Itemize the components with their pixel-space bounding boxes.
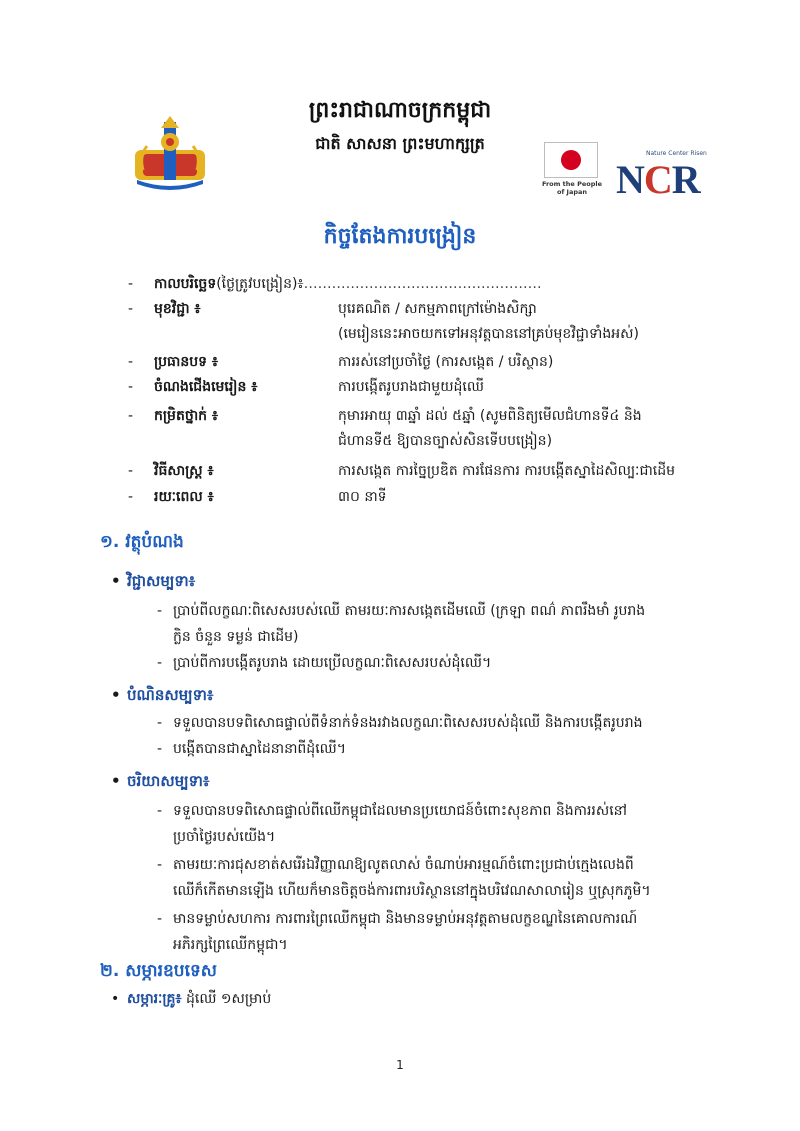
teacher-materials-label: សម្ភារៈគ្រូ៖: [127, 991, 182, 1007]
page-number: 1: [396, 1058, 404, 1072]
level-value: កុមារអាយុ ៣ឆ្នាំ ដល់ ៥ឆ្នាំ (សូមពិនិត្យមើលជំហានទី៤ និង: [338, 408, 642, 424]
level-label: កម្រិតថ្នាក់ ៖: [154, 408, 219, 424]
national-motto: ជាតិ សាសនា ព្រះមហាក្សត្រ: [315, 134, 485, 153]
kingdom-title: ព្រះរាជាណាចក្រកម្ពុជា: [308, 98, 492, 123]
objectives-heading: ១. វត្ថុបំណង: [100, 532, 184, 552]
info-dash: -: [128, 276, 134, 292]
ncr-letters: NCR: [616, 157, 700, 194]
subject-value: បុរេគណិត / សកម្មភាពក្រៅម៉ោងសិក្សា: [338, 301, 537, 317]
knowledge-heading: • វិជ្ជាសម្បទា៖: [111, 572, 196, 590]
method-value: ការសង្កេត ការច្នៃប្រឌិត ការផែនការ ការបង្កើតស្នាដៃសិល្បៈជាដើម: [338, 463, 675, 479]
bullet-icon: •: [111, 572, 121, 590]
ncr-small-text: Nature Center Risen: [646, 150, 707, 157]
theme-label: ប្រធានបទ ៖: [154, 354, 219, 370]
document-page: ព្រះរាជាណាចក្រកម្ពុជា ជាតិ សាសនា ព្រះមហាក្សត្រ From the People of Japan Nature Center Risen NCR កិច្ចតែងការបង្រៀន - កាលបរិច្ឆេទ(ថ្ងៃត្រូវបង្រៀន)៖…………………………………………… - មុខវិជ្ជា ៖ បុរេគណិត / សកម្មភាពក្រៅម៉ោងសិក្សា (មេរៀននេះអាចយកទៅអនុវត្តបាននៅគ្រប់មុខវិជ្ជាទាំងអស់) - ប្រធានបទ ៖ ការរស់នៅប្រចាំថ្ងៃ (ការសង្កេត / បរិស្ថាន) - ចំណងជើងមេរៀន ៖ ការបង្កើតរូបរាងជាមួយដុំឈើ - កម្រិតថ្នាក់ ៖ កុមារអាយុ ៣ឆ្នាំ ដល់ ៥ឆ្នាំ (សូមពិនិត្យមើលជំហានទី៤ និង ជំហានទី៥ ឱ្យបានច្បាស់សិនទើបបង្រៀន) - វិធីសាស្ត្រ ៖ ការសង្កេត ការច្នៃប្រឌិត ការផែនការ ការបង្កើតស្នាដៃសិល្បៈជាដើម - រយៈពេល ៖ ៣០ នាទី ១. វត្ថុបំណង • វិជ្ជាសម្បទា៖ - ប្រាប់ពីលក្ខណៈពិសេសរបស់ឈើ តាមរយៈការសង្កេតដើមឈើ (ក្រឡា ពណ៌ ភាពរឹងមាំ រូបរាង ក្លិន ចំនួន ទម្ងន់ ជាដើម) - ប្រាប់ពីការបង្កើតរូបរាង ដោយប្រើលក្ខណៈពិសេសរបស់ដុំឈើ។ • បំណិនសម្បទា៖ - ទទួលបានបទពិសោធផ្ទាល់ពីទំនាក់ទំនងរវាងលក្ខណៈពិសេសរបស់ដុំឈើ និងការបង្កើតរូបរាង - បង្កើតបានជាស្នាដៃនានាពីដុំឈើ។ • ចរិយាសម្បទា៖ - ទទួលបានបទពិសោធផ្ទាល់ពីឈើកម្ពុជាដែលមានប្រយោជន៍ចំពោះសុខភាព និងការរស់នៅ ប្រចាំថ្ងៃរបស់យើង។ - តាមរយៈការជុសខាត់សរើរឯវិញ្ញាណឱ្យលូតលាស់ ចំណាប់អារម្មណ៍ចំពោះប្រជាប់ក្មេងលេងពី ឈើក៏កើតមានឡើង ហើយក៏មានចិត្តចង់ការពារបរិស្ថាននៅក្នុងបរិវេណសាលារៀន ឬស្រុកភូមិ។ - មានទម្លាប់សហការ ការពារព្រៃឈើកម្ពុជា និងមានទម្លាប់អនុវត្តតាមលក្ខខណ្ឌនៃគោលការណ៍ អភិរក្សព្រៃឈើកម្ពុជា។ ២. សម្ភារឧបទេស • សម្ភារៈគ្រូ៖ ដុំឈើ ១សម្រាប់ 1: [0, 0, 800, 1131]
attitude-heading: • ចរិយាសម្បទា៖: [111, 772, 210, 790]
date-hint: (ថ្ងៃត្រូវបង្រៀន)៖: [216, 276, 304, 292]
level-note: ជំហានទី៥ ឱ្យបានច្បាស់សិនទើបបង្រៀន): [338, 433, 553, 449]
duration-value: ៣០ នាទី: [338, 489, 387, 505]
lesson-label: ចំណងជើងមេរៀន ៖: [154, 379, 258, 395]
teacher-materials-value: ដុំឈើ ១សម្រាប់: [181, 991, 272, 1007]
duration-label: រយៈពេល ៖: [154, 489, 214, 505]
teacher-materials: [111, 988, 272, 1010]
method-label: វិធីសាស្ត្រ ៖: [154, 463, 214, 479]
lesson-value: ការបង្កើតរូបរាងជាមួយដុំឈើ: [338, 379, 484, 395]
materials-heading: ២. សម្ភារឧបទេស: [100, 961, 217, 981]
bullet-icon: •: [111, 991, 120, 1007]
skill-heading: • បំណិនសម្បទា៖: [111, 686, 214, 704]
date-label: កាលបរិច្ឆេទ(ថ្ងៃត្រូវបង្រៀន)៖……………………………………………: [154, 276, 542, 292]
subject-note: (មេរៀននេះអាចយកទៅអនុវត្តបាននៅគ្រប់មុខវិជ្ជាទាំងអស់): [338, 326, 639, 342]
subject-label: មុខវិជ្ជា ៖: [154, 301, 201, 317]
japan-caption: From the People of Japan: [541, 180, 603, 196]
ncr-logo: [614, 150, 800, 194]
date-dots: ……………………………………………: [303, 276, 542, 292]
theme-value: ការរស់នៅប្រចាំថ្ងៃ (ការសង្កេត / បរិស្ថាន): [338, 354, 554, 370]
bullet-icon: •: [111, 686, 121, 704]
bullet-icon: •: [111, 772, 121, 790]
document-title: កិច្ចតែងការបង្រៀន: [323, 224, 477, 249]
japan-flag-icon: [544, 142, 598, 178]
japan-aid-logo: [539, 140, 605, 202]
